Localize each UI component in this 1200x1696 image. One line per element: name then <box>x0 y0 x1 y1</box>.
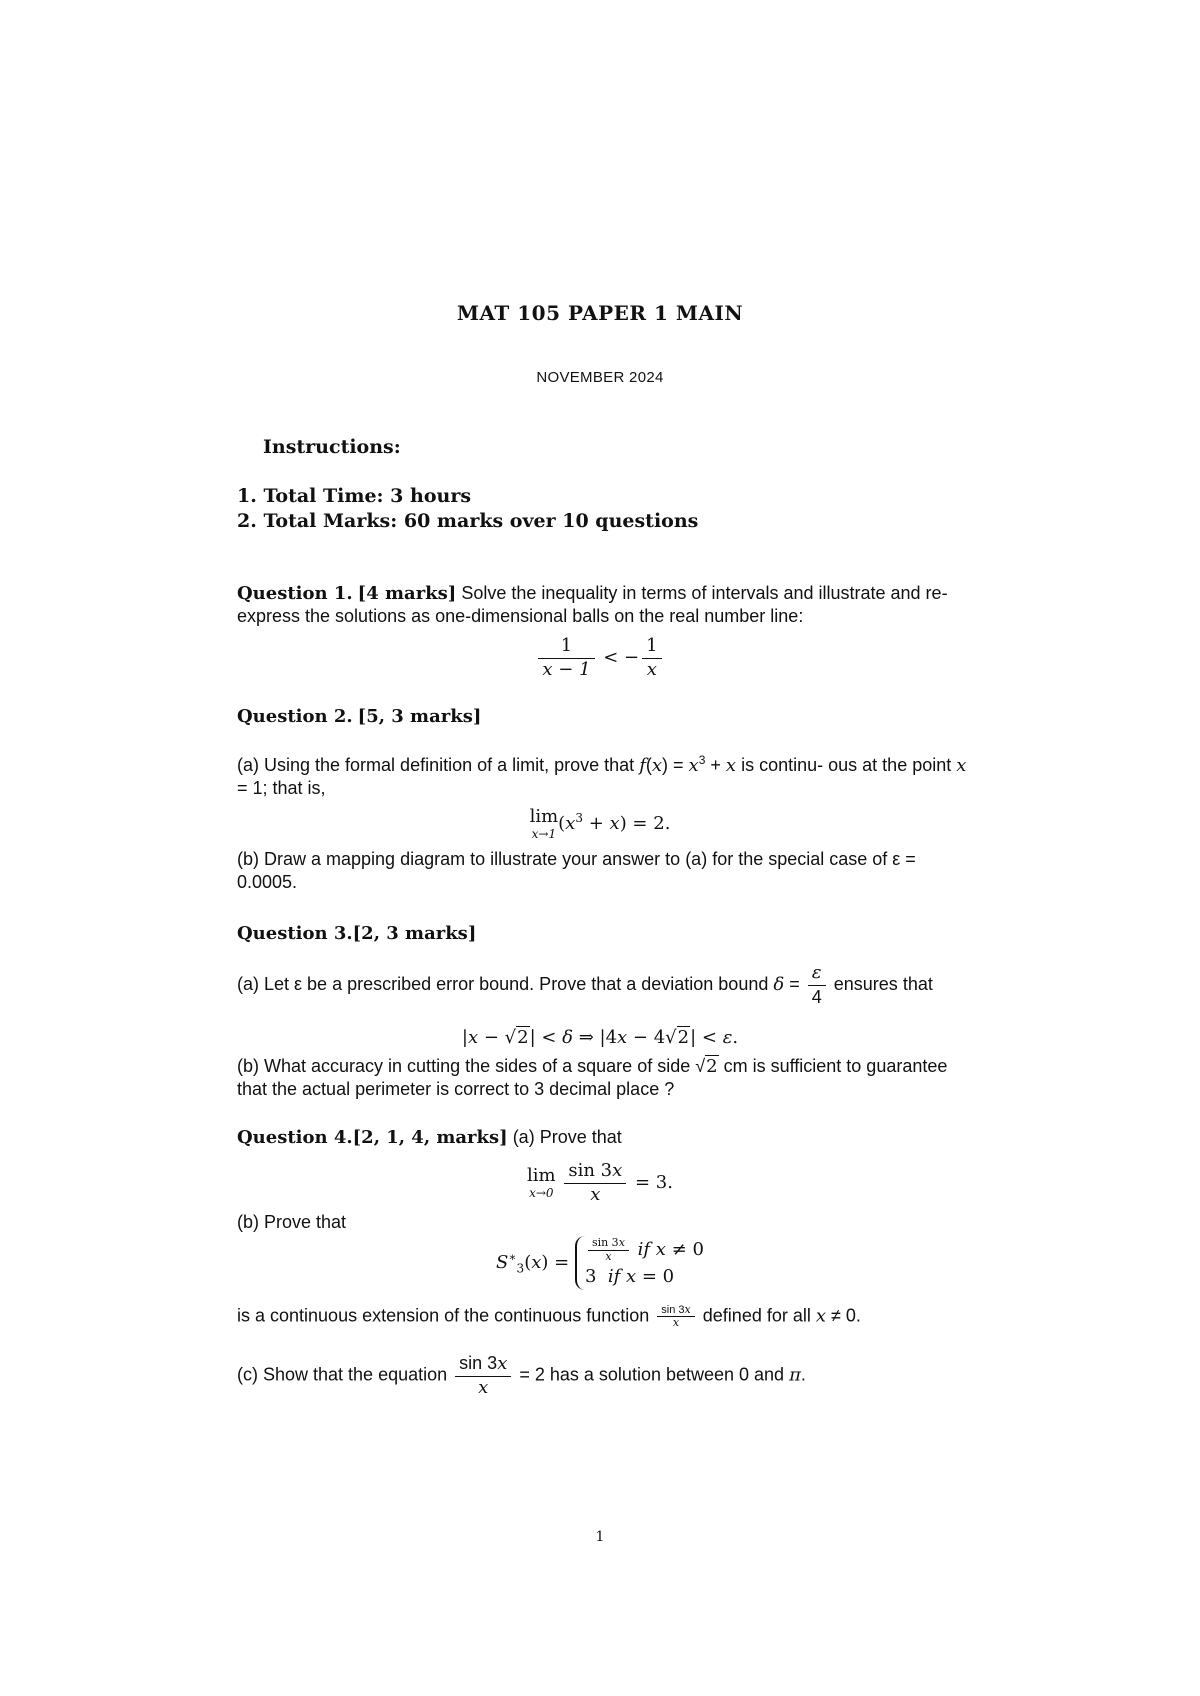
question-1-marks: [4 marks] <box>357 583 457 604</box>
question-2-label: Question 2. <box>237 706 353 727</box>
question-2a-text-2: is continu- <box>741 755 824 775</box>
question-2a-text-4: ; that is, <box>262 778 326 799</box>
question-4c: (c) Show that the equation $\frac{\sin 3x}{x}$ = 2 has a solution between 0 and π. <box>237 1353 806 1398</box>
paper-title: MAT 105 PAPER 1 MAIN <box>456 301 744 325</box>
question-3b-text-1: (b) What accuracy in cutting the sides of a square of side <box>237 1056 691 1076</box>
question-2a-text-3: ous at the point <box>828 755 952 775</box>
question-4b-text: (b) Prove that <box>237 1212 347 1232</box>
question-4b-after-1: is a continuous extension of the continuous function <box>237 1305 650 1326</box>
question-3a: (a) Let ε be a prescribed error bound. Prove that a deviation bound δ = $\frac{\varepsilon}{4}$ ensures that <box>237 962 933 1007</box>
question-3-heading <box>237 922 967 945</box>
question-4a-text: (a) Prove that <box>512 1127 622 1147</box>
if-word-2: if <box>607 1266 621 1287</box>
question-2a: (a) Using the formal definition of a limit, prove that $f(x) = x^3 + x$ is continu- ous at the point x = 1; that is, <box>237 753 967 799</box>
question-1-label: Question 1. <box>237 583 353 604</box>
question-3a-text-1: (a) Let ε be a prescribed error bound. Prove that a deviation bound <box>237 973 769 994</box>
question-4b-after-2: defined for all <box>702 1305 811 1326</box>
question-2a-limit: lim x→1 $(x^3 + x) = 2$. <box>529 806 671 841</box>
question-2-heading <box>237 705 967 728</box>
question-3-label: Question 3. <box>237 923 353 944</box>
question-3b-text-2: cm is sufficient to guarantee that the actual perimeter is correct to 3 decimal place ? <box>237 1056 948 1100</box>
question-4a-limit: lim x→0 $\frac{\sin 3x}{x}$ = 3. <box>527 1160 673 1205</box>
question-4b-piecewise: $S^∗_3(x)$ = $\frac{\sin 3x}{x}$ if x ≠ 0 3 if x = 0 <box>0 1236 1200 1290</box>
question-4-label: Question 4. <box>237 1127 353 1148</box>
question-3a-text-3: that <box>902 973 933 994</box>
question-2b: (b) Draw a mapping diagram to illustrate your answer to (a) for the special case of ε = 0.0005. <box>237 849 916 893</box>
question-4c-text-2: = 2 has a solution between 0 and <box>519 1364 785 1385</box>
if-word-1: if <box>637 1239 651 1260</box>
question-3a-text-2: ensures <box>833 973 898 994</box>
question-3a-implication: |x − √2| < δ ⇒ |4x − 4√2| < ε. <box>461 1027 739 1048</box>
page-number: 1 <box>595 1529 605 1545</box>
question-1-inequality: $\frac{1}{x - 1}$ < − $\frac{1}{x}$ <box>0 635 1200 681</box>
paper-date: NOVEMBER 2024 <box>536 369 664 386</box>
question-4-marks: [2, 1, 4, marks] <box>352 1127 508 1148</box>
question-2-marks: [5, 3 marks] <box>357 706 482 727</box>
question-4c-text-1: (c) Show that the equation <box>237 1364 448 1385</box>
question-2a-text-1: (a) Using the formal definition of a limit, prove that <box>237 755 635 775</box>
question-4b-after: is a continuous extension of the continuous function $\frac{\sin 3x}{x}$ defined for all x ≠ 0. <box>237 1303 861 1330</box>
question-1-text: Solve the inequality in terms of intervals and illustrate and re-express the solutions as one-dimensional balls on the real number line: <box>237 583 948 627</box>
instruction-item-marks: 2. Total Marks: 60 marks over 10 questions <box>237 510 699 532</box>
instruction-item-time: 1. Total Time: 3 hours <box>237 485 472 507</box>
question-1 <box>237 582 967 629</box>
question-3-marks: [2, 3 marks] <box>352 923 477 944</box>
question-3b: (b) What accuracy in cutting the sides of a square of side √2 cm is sufficient to guarantee that the actual perimeter is correct to 3 decimal place ? <box>237 1056 948 1100</box>
instructions-heading: Instructions: <box>263 436 401 458</box>
question-4-heading <box>237 1126 967 1149</box>
